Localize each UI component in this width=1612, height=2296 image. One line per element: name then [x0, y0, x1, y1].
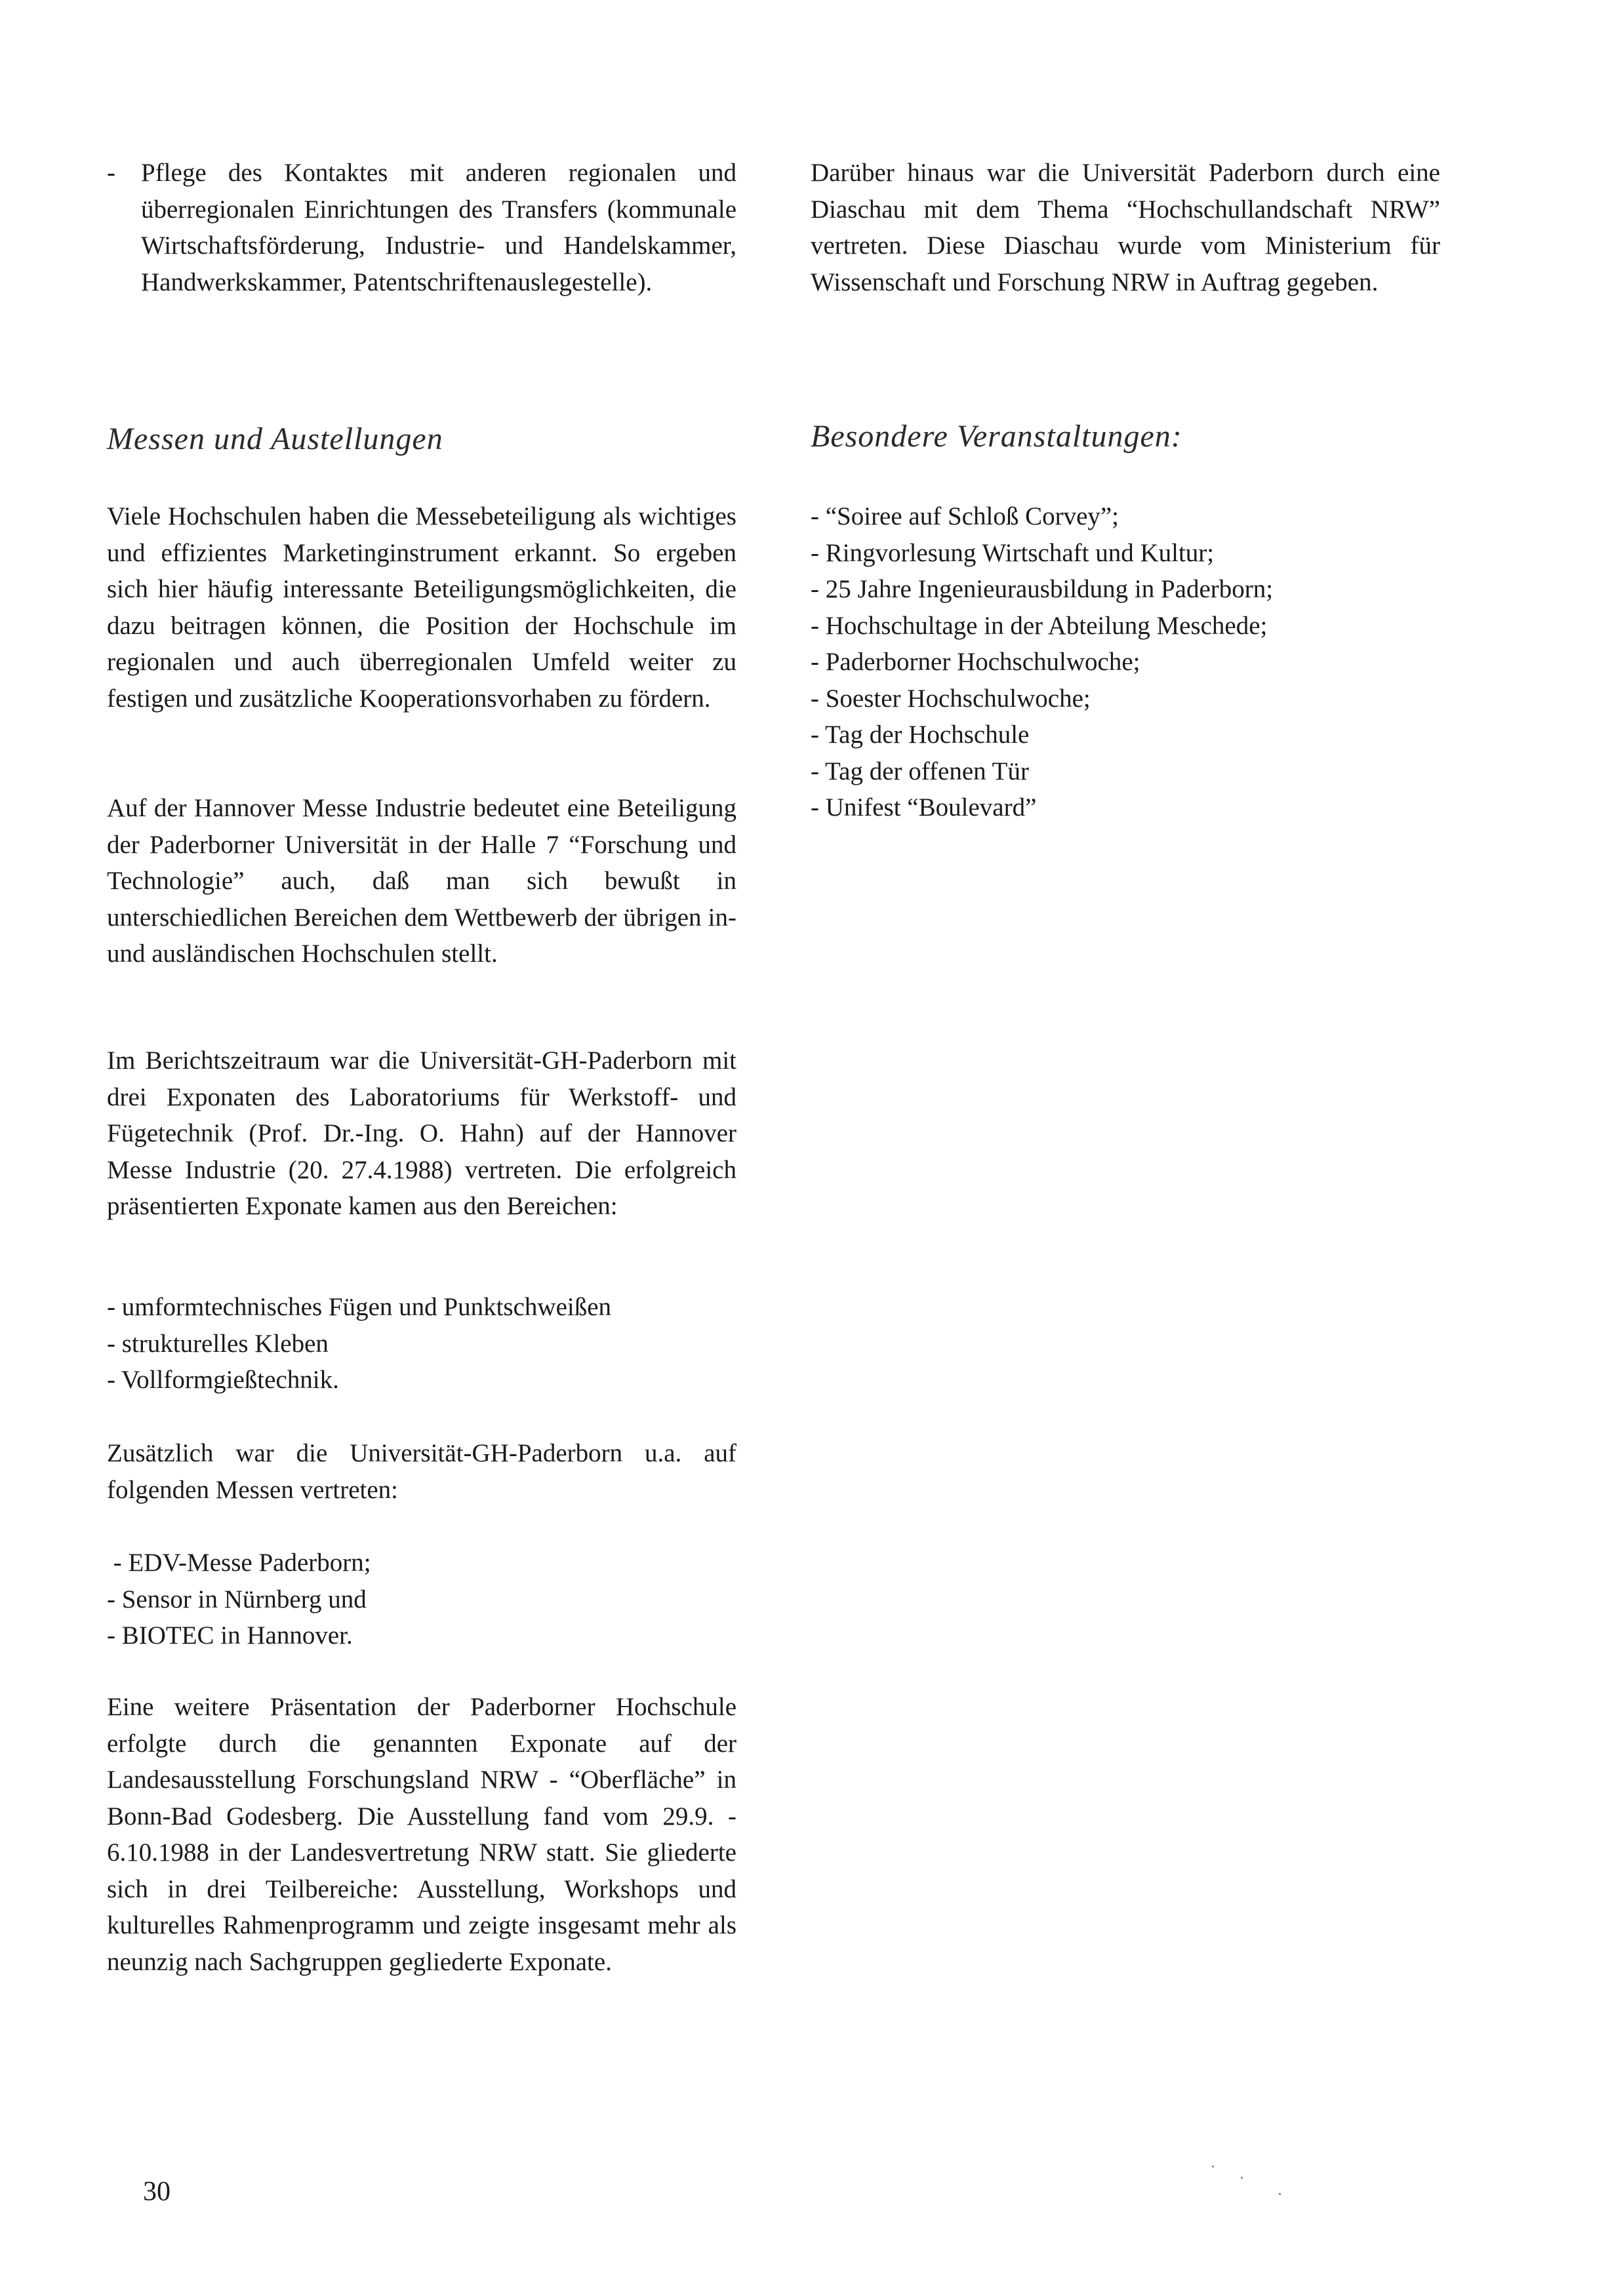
- list-veranstaltungen: [811, 498, 1440, 826]
- page-number: 30: [143, 2177, 171, 2207]
- list-item: - Paderborner Hochschulwoche;: [811, 648, 1140, 676]
- heading-messen: Messen und Austellungen: [107, 422, 443, 456]
- list-item: - umformtechnisches Fügen und Punktschweißen: [107, 1293, 612, 1321]
- paragraph-text: Auf der Hannover Messe Industrie bedeutet eine Beteiligung der Paderborner Universität in der Halle 7 “Forschung und Technologie” auch, daß man sich bewußt in unterschiedlichen Bereichen dem Wettbewerb der übrigen in- und ausländischen Hochschulen stellt.: [107, 794, 736, 968]
- list-item: - Soester Hochschulwoche;: [811, 684, 1091, 713]
- list-item: - 25 Jahre Ingenieurausbildung in Paderborn;: [811, 575, 1274, 603]
- list-item: - Tag der offenen Tür: [811, 757, 1029, 785]
- paragraph-text: Viele Hochschulen haben die Messebeteiligung als wichtiges und effizientes Marketinginstrument erkannt. So ergeben sich hier häufig interessante Beteiligungsmöglichkeiten, die dazu beitragen können, die Position der Hochschule im regionalen und auch überregionalen Umfeld weiter zu festigen und zusätzliche Kooperationsvorhaben zu fördern.: [107, 502, 736, 713]
- paragraph-diaschau: [811, 155, 1440, 300]
- list-item: - Vollformgießtechnik.: [107, 1366, 339, 1394]
- list-item: - Unifest “Boulevard”: [811, 793, 1037, 821]
- paragraph-praesentation: [107, 1689, 736, 1980]
- list-item: - EDV-Messe Paderborn;: [107, 1549, 371, 1577]
- paragraph-berichtszeitraum: [107, 1042, 736, 1225]
- intro-bullet: [107, 155, 736, 300]
- paragraph-text: Eine weitere Präsentation der Paderborner Hochschule erfolgte durch die genannten Exponate auf der Landesausstellung Forschungsland NRW - “Oberfläche” in Bonn-Bad Godesberg. Die Ausstellung fand vom 29.9. - 6.10.1988 in der Landesvertretung NRW statt. Sie gliederte sich in drei Teilbereiche: Ausstellung, Workshops und kulturelles Rahmenprogramm und zeigte insgesamt mehr als neunzig nach Sachgruppen gegliederte Exponate.: [107, 1693, 736, 1976]
- bullet-marker: -: [107, 159, 115, 187]
- list-bereiche: [107, 1289, 736, 1398]
- scan-speck: [1212, 2166, 1214, 2167]
- list-item: - Sensor in Nürnberg und: [107, 1585, 367, 1613]
- paragraph-text: Im Berichtszeitraum war die Universität-GH-Paderborn mit drei Exponaten des Laboratoriums für Werkstoff- und Fügetechnik (Prof. Dr.-Ing. O. Hahn) auf der Hannover Messe Industrie (20. 27.4.1988) vertreten. Die erfolgreich präsentierten Exponate kamen aus den Bereichen:: [107, 1046, 736, 1220]
- scan-speck: [1241, 2177, 1243, 2179]
- list-item: - “Soiree auf Schloß Corvey”;: [811, 502, 1119, 530]
- heading-veranstaltungen: Besondere Veranstaltungen:: [811, 419, 1182, 454]
- scan-speck: [1279, 2193, 1281, 2195]
- list-item: - strukturelles Kleben: [107, 1329, 329, 1358]
- list-item: - BIOTEC in Hannover.: [107, 1621, 353, 1650]
- paragraph-text: Zusätzlich war die Universität-GH-Paderborn u.a. auf folgenden Messen vertreten:: [107, 1439, 736, 1504]
- list-messen: [107, 1545, 736, 1654]
- paragraph-zusaetzlich: [107, 1435, 736, 1508]
- list-item: - Ringvorlesung Wirtschaft und Kultur;: [811, 538, 1215, 567]
- paragraph-messebeteiligung: [107, 498, 736, 717]
- list-item: - Hochschultage in der Abteilung Meschede;: [811, 611, 1268, 640]
- paragraph-hannover-messe: [107, 790, 736, 972]
- intro-bullet-text: Pflege des Kontaktes mit anderen regionalen und überregionalen Einrichtungen des Transfers (kommunale Wirtschaftsförderung, Industrie- und Handelskammer, Handwerkskammer, Patentschriftenauslegestelle).: [141, 159, 736, 296]
- list-item: - Tag der Hochschule: [811, 721, 1030, 749]
- paragraph-text: Darüber hinaus war die Universität Paderborn durch eine Diaschau mit dem Thema “Hochschullandschaft NRW” vertreten. Diese Diaschau wurde vom Ministerium für Wissenschaft und Forschung NRW in Auftrag gegeben.: [811, 159, 1440, 296]
